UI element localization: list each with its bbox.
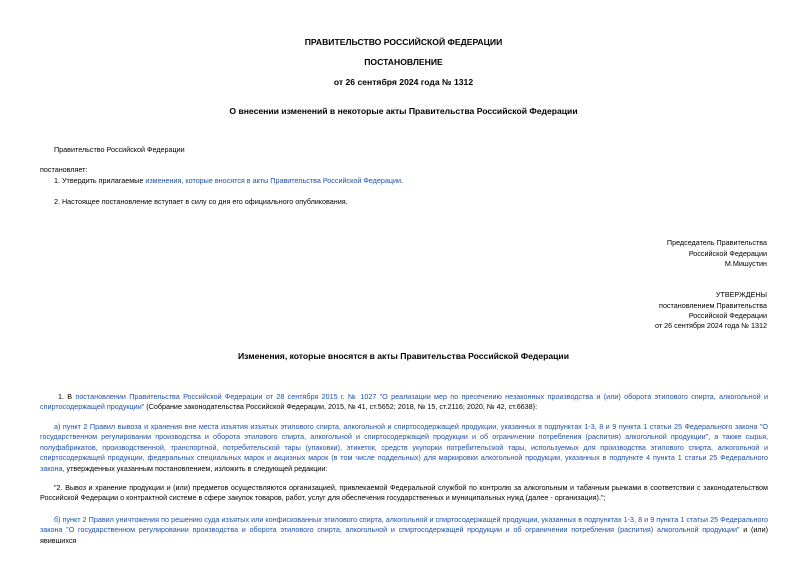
gov-line: Правительство Российской Федерации xyxy=(54,145,185,154)
changes-link[interactable]: изменения, которые вносятся в акты Правительства Российской Федерации xyxy=(145,176,401,185)
decree-1027-link[interactable]: постановлении Правительства Российской Федерации от 28 сентября 2015 г. № 1027 "О реализации мер по пресечению незаконных производства и (или) оборота этилового спирта, алкогольной и спиртосодержащей продукции" xyxy=(40,392,768,412)
approved-line-2: постановлением Правительства xyxy=(659,301,767,310)
paragraph-a-suffix: утвержденных указанным постановлением, изложить в следующей редакции: xyxy=(64,463,328,473)
decides-line: постановляет: xyxy=(40,165,88,174)
quote-paragraph: "2. Вывоз и хранение продукции и (или) предметов осуществляются организацией, привлекаемой Федеральной службой по контролю за алкогольным и табачным рынками в соответствии с законодательством Российской Федерации о контрактной системе в сфере закупок товаров, работ, услуг для обеспечения государственных и муниципальных нужд (далее - организация)."; xyxy=(40,483,768,503)
header-date-number: от 26 сентября 2024 года № 1312 xyxy=(333,77,474,87)
paragraph-a xyxy=(40,422,768,474)
paragraph-1-prefix: 1. В xyxy=(58,392,76,401)
item-2: 2. Настоящее постановление вступает в силу со дня его официального опубликования. xyxy=(54,197,348,206)
rules-export-storage-link[interactable]: а) пункт 2 Правил вывоза и хранения вне места изъятия изъятых этилового спирта, алкогольной и спиртосодержащей продукции, указанных в подпунктах 1-3, 8 и 9 пункта 1 статьи 25 Федерального закона "О государственном регулировании производства и оборота этилового спирта, алкогольной и спиртосодержащей продукции и об ограничении потребления (распития) алкогольной продукции", а также сырья, полуфабрикатов, производственной, транспортной, потребительской тары (упаковки), этикеток, средств укупорки потребительской тары, используемых для производства этилового спирта, алкогольной и спиртосодержащей продукции, федеральных специальных марок и акцизных марок (в том числе поддельных) для маркировки алкогольной продукции, указанных в подпункте 4 пункта 1 статьи 25 Федерального закона, xyxy=(40,422,768,473)
item-1-suffix: . xyxy=(400,176,403,185)
signature-line-2: Российской Федерации xyxy=(688,249,767,258)
rules-destruction-link[interactable]: б) пункт 2 Правил уничтожения по решению суда изъятых или конфискованных этилового спирта, алкогольной и спиртосодержащей продукции, указанных в подпунктах 1-3, 8 и 9 пункта 1 статьи 25 Федерального закона "О государственном регулировании производства и оборота этилового спирта, алкогольной и спиртосодержащей продукции и об ограничении потребления (распития) алкогольной продукции" xyxy=(40,515,768,535)
item-1-prefix: 1. Утвердить прилагаемые xyxy=(54,176,146,185)
paragraph-b-suffix: и (или) явившихся xyxy=(40,525,768,545)
header-gov: ПРАВИТЕЛЬСТВО РОССИЙСКОЙ ФЕДЕРАЦИИ xyxy=(304,37,503,47)
paragraph-1-suffix: (Собрание законодательства Российской Федерации, 2015, № 41, ст.5652; 2018, № 15, ст.2116; 2020, № 42, ст.6638): xyxy=(144,402,538,412)
paragraph-b xyxy=(40,515,768,546)
page-title: О внесении изменений в некоторые акты Правительства Российской Федерации xyxy=(229,106,578,116)
changes-title: Изменения, которые вносятся в акты Правительства Российской Федерации xyxy=(237,351,569,361)
signature-line-3: М.Мишустин xyxy=(724,259,767,268)
item-1 xyxy=(54,176,403,186)
signature-line-1: Председатель Правительства xyxy=(666,238,767,247)
approved-line-1: УТВЕРЖДЕНЫ xyxy=(715,290,767,299)
approved-line-4: от 26 сентября 2024 года № 1312 xyxy=(655,321,767,330)
header-doc-type: ПОСТАНОВЛЕНИЕ xyxy=(364,57,443,67)
approved-line-3: Российской Федерации xyxy=(688,311,767,320)
paragraph-1 xyxy=(40,392,768,413)
